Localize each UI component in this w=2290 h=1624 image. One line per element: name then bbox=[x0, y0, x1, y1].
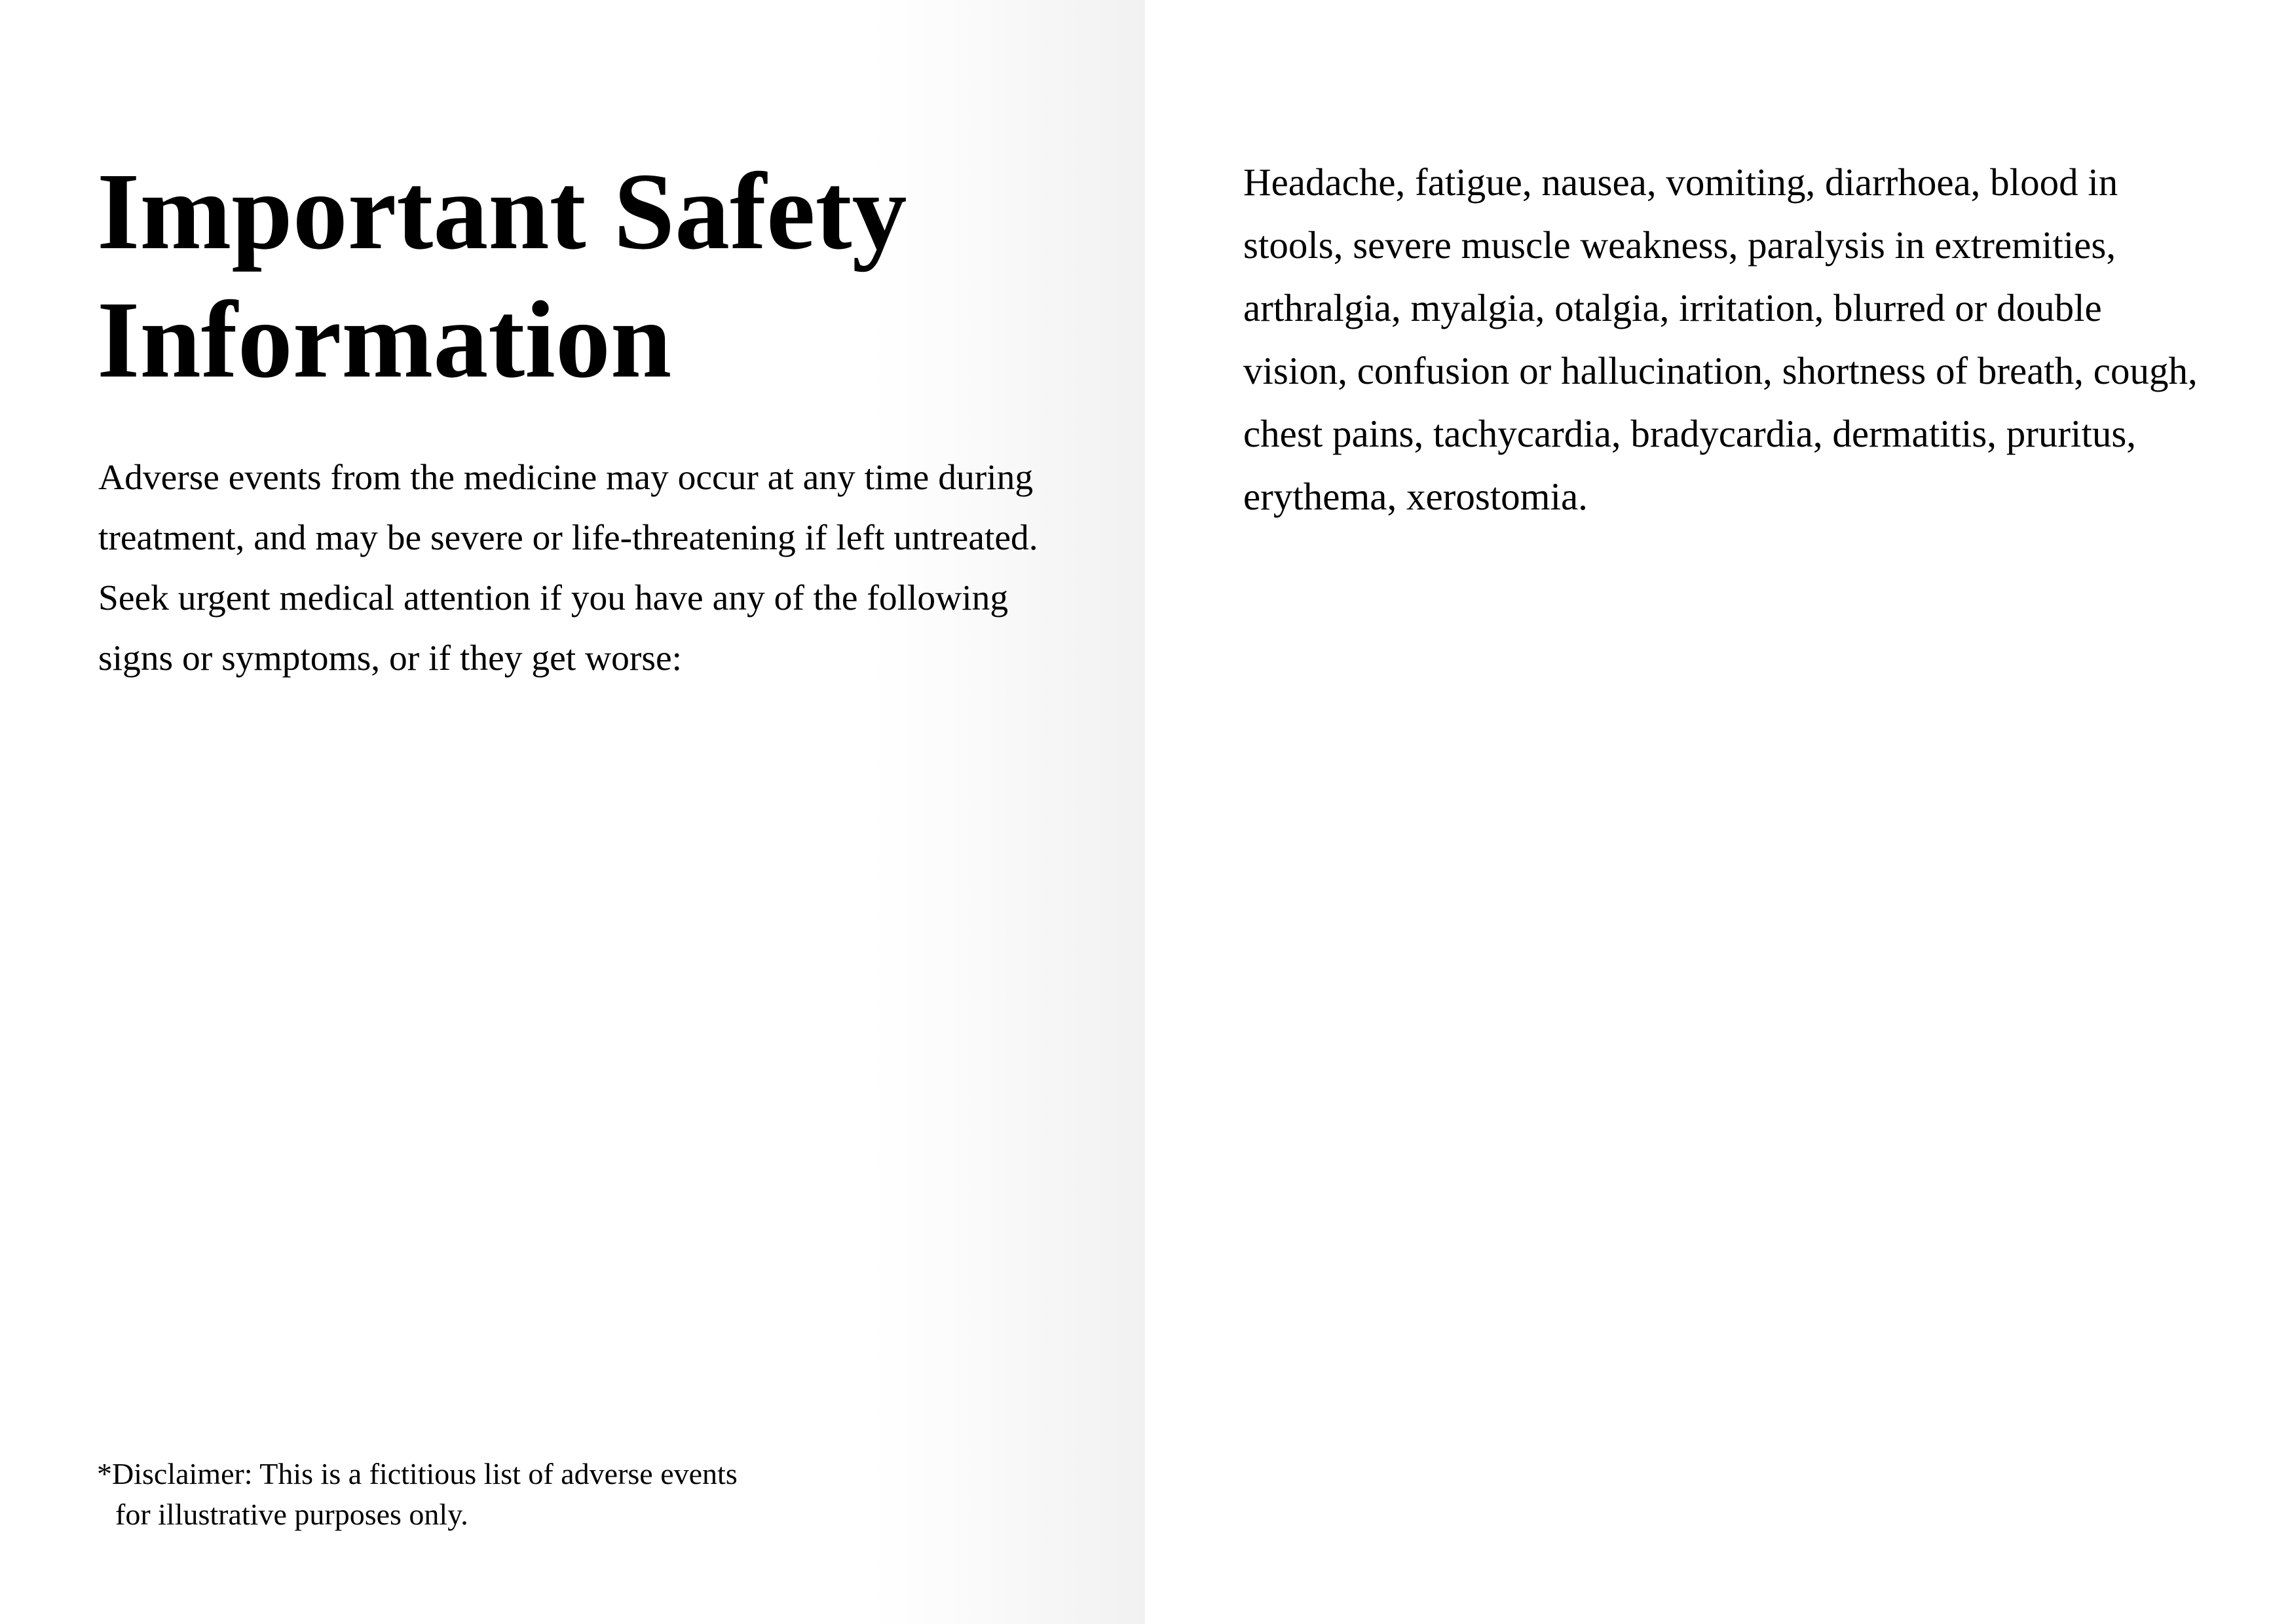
page-title: Important Safety Information bbox=[97, 151, 907, 401]
symptoms-list: Headache, fatigue, nausea, vomiting, diarrhoea, blood in stools, severe muscle weakness, paralysis in extremities, arthralgia, myalgia, otalgia, irritation, blurred or double vision, confusion or hallucination, shortness of breath, cough, chest pains, tachycardia, bradycardia, dermatitis, pruritus, erythema, xerostomia. bbox=[1243, 160, 2198, 518]
disclaimer bbox=[97, 1454, 883, 1535]
intro-paragraph: Adverse events from the medicine may occur at any time during treatment, and may be severe or life-threatening if left untreated. Seek urgent medical attention if you have any of the following signs or symptoms, or if they get worse: bbox=[98, 458, 1038, 678]
right-page bbox=[1145, 0, 2290, 1624]
disclaimer-line-2: for illustrative purposes only. bbox=[115, 1498, 468, 1531]
disclaimer-line-1: *Disclaimer: This is a fictitious list of adverse events bbox=[97, 1457, 738, 1490]
